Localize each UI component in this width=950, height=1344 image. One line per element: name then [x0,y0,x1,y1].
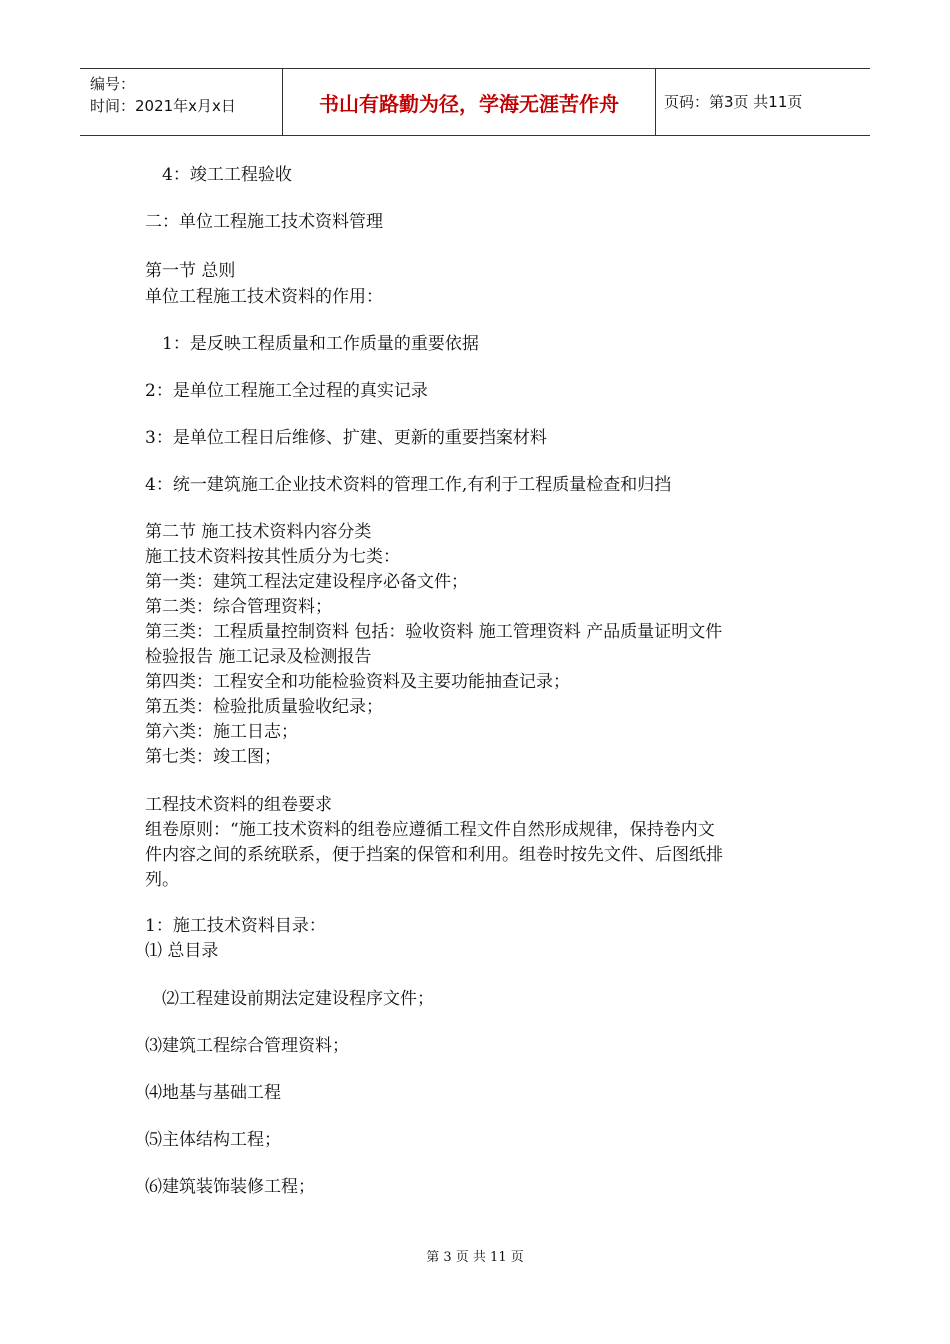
line-26: ⑶建筑工程综合管理资料； [145,1036,349,1056]
line-5: 1：是反映工程质量和工作质量的重要依据 [162,334,479,354]
line-20: 组卷原则：“施工技术资料的组卷应遵循工程文件自然形成规律，保持卷内文 [145,820,715,840]
line-17: 第六类：施工日志； [145,722,298,742]
line-21: 件内容之间的系统联系，便于挡案的保管和利用。组卷时按先文件、后图纸排 [145,845,723,865]
line-15: 第四类：工程安全和功能检验资料及主要功能抽查记录； [145,672,570,692]
line-24: ⑴ 总目录 [145,941,219,961]
line-6: 2：是单位工程施工全过程的真实记录 [145,381,428,401]
line-18: 第七类：竣工图； [145,747,281,767]
line-7: 3：是单位工程日后维修、扩建、更新的重要挡案材料 [145,428,547,448]
page-footer: 第 3 页 共 11 页 [426,1250,524,1265]
line-29: ⑹建筑装饰装修工程； [145,1177,315,1197]
line-2: 二：单位工程施工技术资料管理 [145,212,383,232]
page-header [80,68,870,136]
line-28: ⑸主体结构工程； [145,1130,281,1150]
line-4: 单位工程施工技术资料的作用： [145,287,383,307]
line-25: ⑵工程建设前期法定建设程序文件； [162,989,434,1009]
line-22: 列。 [145,870,179,890]
code-label: 编号： [90,75,136,93]
line-11: 第一类：建筑工程法定建设程序必备文件； [145,572,468,592]
header-meta [90,73,236,117]
motto-cell [282,69,656,135]
motto: 书山有路勤为径，学海无涯苦作舟 [319,91,619,116]
line-1: 4：竣工工程验收 [162,165,292,185]
line-8: 4：统一建筑施工企业技术资料的管理工作,有利于工程质量检查和归挡 [145,475,672,495]
time-label: 时间：2021年x月x日 [90,97,236,115]
line-9: 第二节 施工技术资料内容分类 [145,522,372,542]
line-16: 第五类：检验批质量验收纪录； [145,697,383,717]
line-12: 第二类：综合管理资料； [145,597,332,617]
line-19: 工程技术资料的组卷要求 [145,795,332,815]
line-14: 检验报告 施工记录及检测报告 [145,647,372,667]
line-27: ⑷地基与基础工程 [145,1083,281,1103]
line-13: 第三类：工程质量控制资料 包括：验收资料 施工管理资料 产品质量证明文件 [145,622,723,642]
line-23: 1：施工技术资料目录： [145,916,326,936]
line-10: 施工技术资料按其性质分为七类： [145,547,400,567]
page-info: 页码：第3页 共11页 [664,93,803,111]
line-3: 第一节 总则 [145,261,236,281]
